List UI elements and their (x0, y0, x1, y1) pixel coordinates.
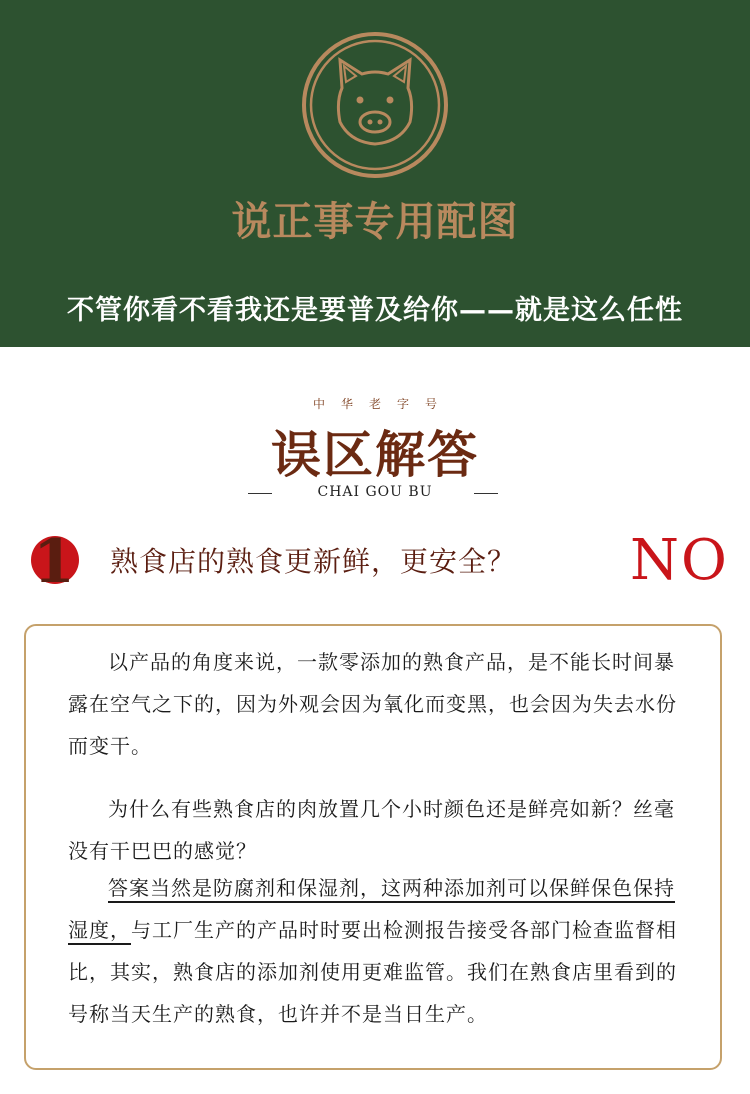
header-banner (0, 0, 750, 347)
question-number: 1 (33, 527, 75, 594)
banner-title: 说正事专用配图 (231, 199, 519, 245)
divider-right (474, 493, 498, 494)
page-title: 误区解答 (271, 425, 479, 484)
highlighted-answer: 答案当然是防腐剂和保湿剂，这两种添加剂可以保鲜保色保持湿度， (68, 876, 675, 942)
subtitle-row (0, 484, 750, 504)
answer-rest: 与工厂生产的产品时时要出检测报告接受各部门检查监督相比，其实，熟食店的添加剂使用更难监管。我们在熟食店里看到的号称当天生产的熟食，也许并不是当日生产。 (68, 918, 677, 1026)
question-number-badge (30, 524, 100, 594)
pig-face-icon (300, 30, 450, 180)
subtitle: CHAI GOU BU (317, 484, 433, 500)
banner-slogan: 不管你看不看我还是要普及给你——就是这么任性 (67, 295, 683, 326)
brand-label: 中华老字号 (312, 397, 453, 411)
answer-paragraph-2: 为什么有些熟食店的肉放置几个小时颜色还是鲜亮如新？丝毫没有干巴巴的感觉？ (68, 797, 675, 863)
verdict-label: NO (630, 528, 729, 593)
answer-paragraph-3 (68, 867, 688, 1035)
question-text: 熟食店的熟食更新鲜，更安全？ (110, 545, 517, 578)
answer-paragraph-1: 以产品的角度来说，一款零添加的熟食产品，是不能长时间暴露在空气之下的，因为外观会因为氧化而变黑，也会因为失去水份而变干。 (68, 650, 677, 758)
